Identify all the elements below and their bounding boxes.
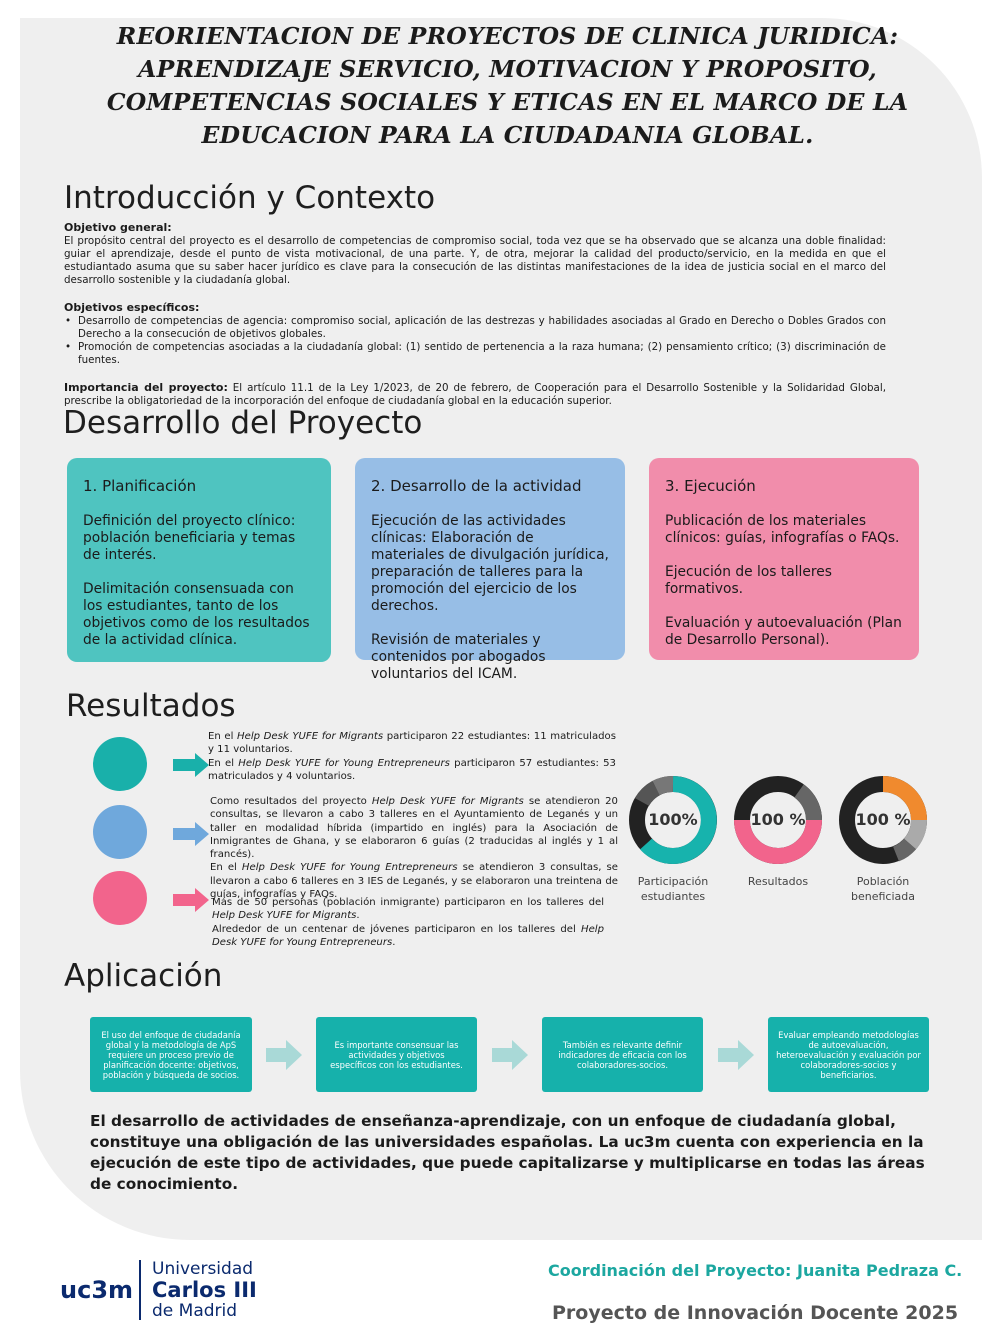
card-ejecucion (649, 458, 919, 660)
teal-circle-marker (93, 737, 147, 791)
importance-paragraph: Importancia del proyecto: El artículo 11.1 de la Ley 1/2023, de 20 de febrero, de Cooperación para el Desarrollo Sostenible y la Solidaridad Global, prescribe la obligatoriedad de la incorporación del enfoque de ciudadanía global en la educación superior. (64, 381, 886, 407)
card-planificacion (67, 458, 331, 662)
result-paragraph: En el Help Desk YUFE for Young Entrepreneurs participaron 57 estudiantes: 53 matriculados y 4 voluntarios. (208, 757, 616, 782)
result-paragraph: Más de 50 personas (población inmigrante) participaron en los talleres del Help Desk YUFE for Migrants. (212, 897, 604, 922)
specific-objectives-list (64, 315, 886, 367)
card-paragraph: Definición del proyecto clínico: población beneficiaria y temas de interés. (83, 513, 296, 563)
intro-section (64, 221, 886, 408)
donut-resultados (733, 775, 823, 865)
logo-divider (139, 1260, 141, 1320)
general-objective-label: Objetivo general: (64, 221, 172, 234)
uc3m-logo (60, 1258, 270, 1322)
specific-objectives-label: Objetivos específicos: (64, 301, 200, 314)
blue-arrow-icon (173, 822, 209, 846)
result-paragraph: En el Help Desk YUFE for Young Entrepreneurs se atendieron 3 consultas, se llevaron a cabo 6 talleres en 3 IES de Leganés, y se elaboraron una treintena de guías, infografías y FAQs. (210, 862, 618, 901)
result-participation-text (208, 730, 616, 783)
card-paragraph: Delimitación consensuada con los estudiantes, tanto de los objetivos como de los resultados de la actividad clínica. (83, 581, 310, 648)
result-paragraph: Como resultados del proyecto Help Desk YUFE for Migrants se atendieron 20 consultas, se llevaron a cabo 3 talleres en el Ayuntamiento de Leganés y un taller en modalidad híbrida (impartido en inglés) para la Asociación de Inmigrantes de Ghana, y se elaboraron 6 guías (2 traducidas al inglés y 1 al francés). (210, 796, 618, 861)
card-title: 1. Planificación (83, 477, 197, 495)
pink-arrow-icon (173, 888, 209, 912)
project-label: Proyecto de Innovación Docente 2025 (552, 1302, 959, 1324)
donut-label-poblacion: Población beneficiada (851, 875, 915, 903)
card-desarrollo-actividad (355, 458, 625, 682)
intro-heading: Introducción y Contexto (64, 180, 436, 216)
poster-title: REORIENTACION DE PROYECTOS DE CLINICA JURIDICA: APRENDIZAJE SERVICIO, MOTIVACION Y PROPOSITO, COMPETENCIAS SOCIALES Y ETICAS EN EL MARCO DE LA EDUCACION PARA LA CIUDADANIA GLOBAL. (106, 22, 909, 149)
donut-value: 100 % (750, 810, 806, 829)
step-arrow-icon (266, 1040, 302, 1070)
card-paragraph: Evaluación y autoevaluación (Plan de Desarrollo Personal). (665, 615, 902, 648)
donut-label-resultados: Resultados (747, 875, 809, 888)
aplicacion-heading: Aplicación (64, 958, 223, 994)
conclusion-text: El desarrollo de actividades de enseñanza-aprendizaje, con un enfoque de ciudadanía global, constituye una obligación de las universidades españolas. La uc3m cuenta con experiencia en la ejecución de este tipo de actividades, que puede capitalizarse y multiplicarse en todas las áreas de conocimiento. (90, 1112, 925, 1193)
pink-circle-marker (93, 871, 147, 925)
logo-short: uc3m (60, 1276, 134, 1304)
card-paragraph: Revisión de materiales y contenidos por abogados voluntarios del ICAM. (371, 632, 546, 682)
list-item: • Desarrollo de competencias de agencia: compromiso social, aplicación de las destrezas y habilidades asociadas al Grado en Derecho o Dobles Grados con Derecho a la consecución de objetivos globales. (78, 315, 886, 341)
card-paragraph: Publicación de los materiales clínicos: guías, infografías o FAQs. (665, 513, 900, 546)
resultados-heading: Resultados (66, 688, 236, 724)
logo-line-1: Universidad (152, 1259, 254, 1279)
blue-circle-marker (93, 805, 147, 859)
list-item: • Promoción de competencias asociadas a la ciudadanía global: (1) sentido de pertenencia a la raza humana; (2) pensamiento crítico; (3) discriminación de fuentes. (78, 341, 886, 367)
teal-arrow-icon (173, 753, 209, 777)
card-title: 3. Ejecución (665, 477, 756, 495)
step-arrow-icon (718, 1040, 754, 1070)
donut-value: 100% (648, 810, 698, 829)
step-arrow-icon (492, 1040, 528, 1070)
logo-line-2: Carlos III (152, 1278, 257, 1302)
result-paragraph: Alrededor de un centenar de jóvenes participaron en los talleres del Help Desk YUFE for Young Entrepreneurs. (212, 923, 604, 948)
donut-label-participacion: Participación estudiantes (637, 875, 709, 903)
donut-poblacion (838, 775, 928, 865)
card-title: 2. Desarrollo de la actividad (371, 477, 582, 495)
general-objective-text: El propósito central del proyecto es el desarrollo de competencias de compromiso social, toda vez que se ha observado que se alcanza una doble finalidad: guiar el aprendizaje, desde el punto de vista motivacional, de una parte. Y, de otra, mejorar la calidad del producto/servicio, en la medida en que el estudiantado asuma que su saber hacer jurídico es clave para la consecución de las distintas manifestaciones de la idea de justicia social en el marco del desarrollo sostenible y la ciudadanía global. (64, 235, 886, 286)
desarrollo-heading: Desarrollo del Proyecto (63, 405, 423, 441)
step-box-3: También es relevante definir indicadores de eficacia con los colaboradores-socios. (542, 1017, 703, 1092)
logo-line-3: de Madrid (152, 1301, 238, 1321)
card-paragraph: Ejecución de las actividades clínicas: Elaboración de materiales de divulgación jurídica, preparación de talleres para la promoción del ejercicio de los derechos. (371, 513, 609, 614)
coordination-text: Coordinación del Proyecto: Juanita Pedraza C. (548, 1261, 963, 1280)
step-box-2: Es importante consensuar las actividades y objetivos específicos con los estudiantes. (316, 1017, 477, 1092)
step-box-1: El uso del enfoque de ciudadanía global y la metodología de ApS requiere un proceso previo de planificación docente: objetivos, población y búsqueda de socios. (90, 1017, 252, 1092)
donut-value: 100 % (855, 810, 911, 829)
donut-participacion (628, 775, 718, 865)
result-population-text (212, 896, 604, 949)
step-box-4: Evaluar empleando metodologías de autoevaluación, heteroevaluación y evaluación por colaboradores-socios y beneficiarios. (768, 1017, 929, 1092)
result-outcomes-text (210, 795, 618, 901)
card-paragraph: Ejecución de los talleres formativos. (665, 564, 832, 597)
result-paragraph: En el Help Desk YUFE for Migrants participaron 22 estudiantes: 11 matriculados y 11 voluntarios. (208, 731, 616, 756)
